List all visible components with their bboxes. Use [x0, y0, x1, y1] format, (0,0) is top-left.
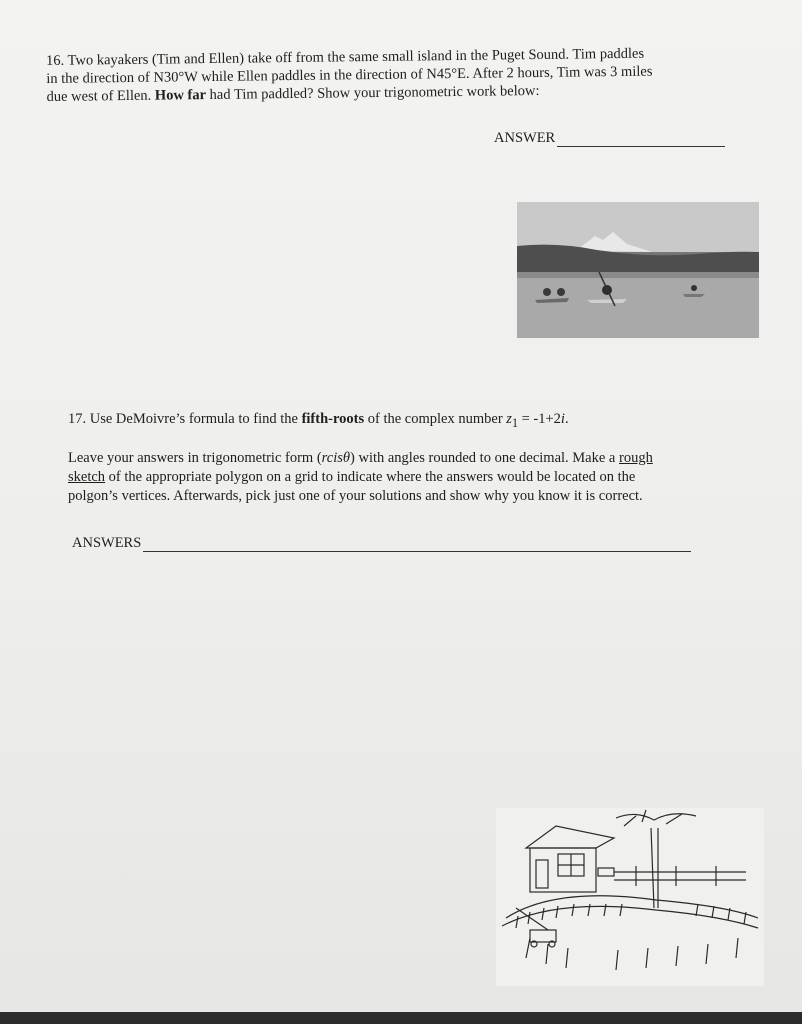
q16-text: due west of Ellen. — [46, 87, 155, 105]
question-17 — [68, 410, 728, 506]
q17-instructions-1 — [68, 449, 728, 468]
q16-text: had Tim paddled? Show your trigonometric work below: — [205, 82, 540, 104]
q17-text: 17. Use DeMoivre’s formula to find the — [68, 411, 302, 427]
q17-line-1 — [68, 410, 728, 433]
q16-line-1: 16. Two kayakers (Tim and Ellen) take off from the same small island in the Puget Sound. Tim paddles — [46, 45, 645, 69]
q17-underlined-sketch: sketch — [68, 468, 106, 485]
q17-z-eq: = -1+2 — [517, 411, 561, 427]
q17-z-sub: 1 — [511, 415, 518, 430]
q16-bold-text: How far — [154, 87, 207, 104]
q16-answer-field — [494, 130, 725, 147]
q17-answers-label: ANSWERS — [72, 535, 142, 551]
q17-answers-blank — [143, 537, 691, 552]
question-16 — [46, 43, 747, 106]
q17-text: of the appropriate polygon on a grid to indicate where the answers would be located on the — [105, 468, 636, 485]
q17-rcis: rcisθ — [321, 449, 351, 466]
q17-text: of the complex number — [364, 411, 507, 427]
lawn-mower-sketch-drawing — [496, 808, 764, 986]
kayakers-photo — [517, 202, 759, 338]
q17-instructions-3: polgon’s vertices. Afterwards, pick just one of your solutions and show why you know it is correct. — [68, 487, 643, 504]
q16-line-2: in the direction of N30°W while Ellen paddles in the direction of N45°E. After 2 hours, Tim was 3 miles — [46, 63, 653, 87]
q17-z-var: z — [506, 411, 512, 427]
lawn-mower-sketch — [496, 808, 764, 986]
q17-instructions-2 — [68, 468, 728, 487]
q17-answers-field — [72, 535, 691, 552]
q16-answer-blank — [557, 132, 725, 147]
q17-bold-text: fifth-roots — [301, 411, 365, 427]
q17-z-end: . — [564, 411, 569, 427]
q16-answer-label: ANSWER — [494, 130, 556, 146]
q17-text: Leave your answers in trigonometric form ( — [68, 449, 322, 466]
q17-z-i: i — [560, 411, 565, 427]
q17-underlined-rough: rough — [619, 449, 653, 466]
kayakers-photo-image — [517, 202, 759, 338]
q17-text: ) with angles rounded to one decimal. Make a — [350, 449, 619, 466]
